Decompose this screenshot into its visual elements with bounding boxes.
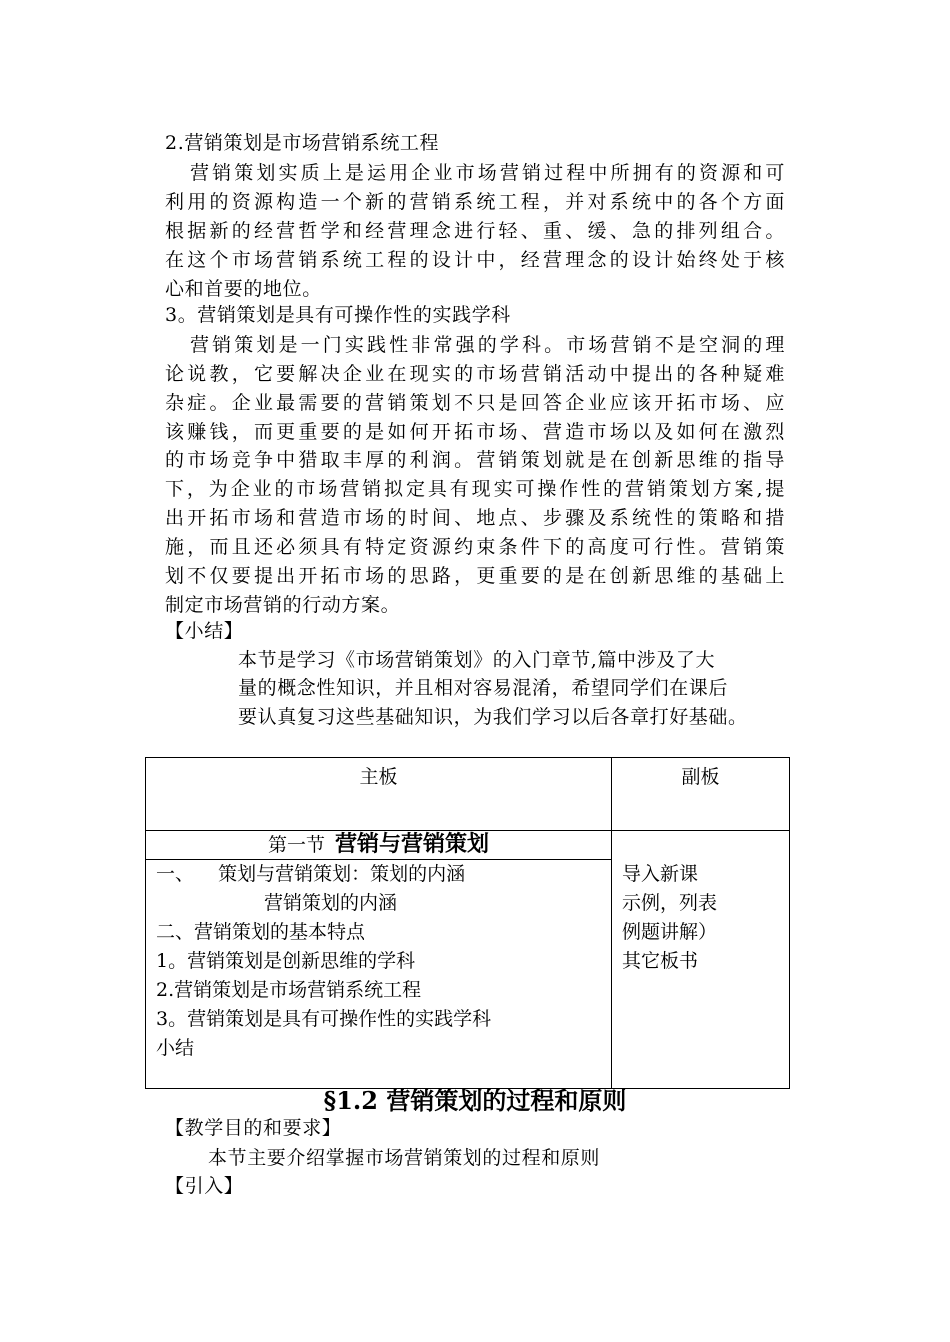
main-row-6: 3。营销策划是具有可操作性的实践学科 <box>156 1008 492 1030</box>
main-row-3: 二、营销策划的基本特点 <box>156 921 366 943</box>
next-section-title: §1.2 营销策划的过程和原则 <box>323 1086 627 1115</box>
section3-line-10: 制定市场营销的行动方案。 <box>165 594 401 616</box>
section2-heading: 2.营销策划是市场营销系统工程 <box>165 132 440 154</box>
summary-line-2: 量的概念性知识，并且相对容易混淆，希望同学们在课后 <box>238 677 729 699</box>
section3-line-5: 的市场竞争中猎取丰厚的利润。营销策划就是在创新思维的指导 <box>165 449 785 471</box>
section3-line-8: 施，而且还必须具有特定资源约束条件下的高度可行性。营销策 <box>165 536 785 558</box>
section2-line-5: 心和首要的地位。 <box>165 278 322 300</box>
summary-label: 【小结】 <box>165 620 244 642</box>
section2-line-2: 利用的资源构造一个新的营销系统工程，并对系统中的各个方面 <box>165 191 785 213</box>
side-board-content <box>612 860 790 1089</box>
section3-line-2: 论说教，它要解决企业在现实的市场营销活动中提出的各种疑难 <box>165 363 785 385</box>
side-row-1: 导入新课 <box>622 862 699 885</box>
section3-line-4: 该赚钱，而更重要的是如何开拓市场、营造市场以及如何在激烈 <box>165 421 785 443</box>
section-title: 营销与营销策划 <box>335 832 490 857</box>
section2-line-4: 在这个市场营销系统工程的设计中，经营理念的设计始终处于核 <box>165 249 785 271</box>
section-prefix: 第一节 <box>267 834 325 856</box>
section3-line-6: 下，为企业的市场营销拟定具有现实可操作性的营销策划方案,提 <box>165 478 785 500</box>
main-board-header-label: 主板 <box>359 766 398 788</box>
section3-heading: 3。营销策划是具有可操作性的实践学科 <box>165 304 511 326</box>
main-row-5: 2.营销策划是市场营销系统工程 <box>156 979 422 1001</box>
objectives-label: 【教学目的和要求】 <box>165 1117 342 1139</box>
side-row-2: 示例，列表 <box>622 891 718 914</box>
main-row-1: 一、 策划与营销策划：策划的内涵 <box>156 863 466 885</box>
section-title-cell <box>146 831 612 860</box>
side-board-header-label: 副板 <box>681 766 720 788</box>
side-row-4: 其它板书 <box>622 949 699 972</box>
main-row-2: 营销策划的内涵 <box>264 892 398 914</box>
summary-line-1: 本节是学习《市场营销策划》的入门章节,篇中涉及了大 <box>238 649 716 671</box>
section3-line-3: 杂症。企业最需要的营销策划不只是回答企业应该开拓市场、应 <box>165 392 785 414</box>
main-row-4: 1。营销策划是创新思维的学科 <box>156 950 416 972</box>
main-row-7: 小结 <box>156 1037 195 1059</box>
side-row-3: 例题讲解） <box>622 920 718 943</box>
main-board-content <box>146 860 612 1089</box>
intro-label: 【引入】 <box>165 1175 244 1197</box>
side-board-header <box>612 758 790 831</box>
objectives-text: 本节主要介绍掌握市场营销策划的过程和原则 <box>208 1147 601 1169</box>
section2-line-1: 营销策划实质上是运用企业市场营销过程中所拥有的资源和可 <box>190 162 785 184</box>
section3-line-1: 营销策划是一门实践性非常强的学科。市场营销不是空洞的理 <box>190 334 785 356</box>
section3-line-7: 出开拓市场和营造市场的时间、地点、步骤及系统性的策略和措 <box>165 507 785 529</box>
section3-line-9: 划不仅要提出开拓市场的思路，更重要的是在创新思维的基础上 <box>165 565 785 587</box>
summary-line-3: 要认真复习这些基础知识，为我们学习以后各章打好基础。 <box>238 706 748 728</box>
blackboard-plan-table <box>145 757 790 1089</box>
side-spacer-cell <box>612 831 790 860</box>
section2-line-3: 根据新的经营哲学和经营理念进行轻、重、缓、急的排列组合。 <box>165 220 785 242</box>
main-board-header <box>146 758 612 831</box>
